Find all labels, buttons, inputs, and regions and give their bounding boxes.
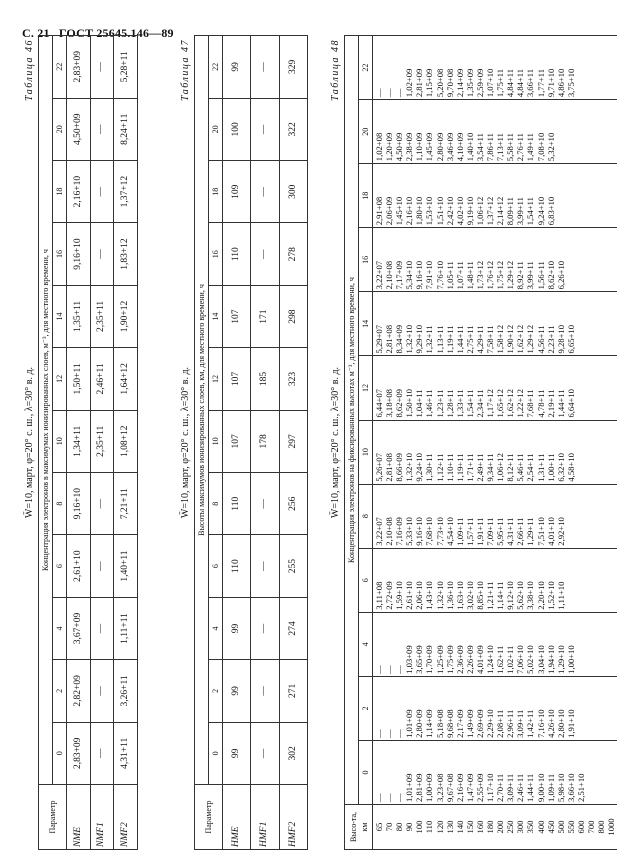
- table-cell: 99: [223, 722, 251, 784]
- table-cell: 178: [251, 410, 279, 472]
- table-cell: 1,83+12: [114, 223, 138, 285]
- table-cell: —: [251, 36, 279, 99]
- hour-header-cell: 18: [209, 161, 223, 223]
- page-number: С. 21: [22, 26, 50, 40]
- value-column: — — — 1,01+09 2,81+09 1,00+09 3,23+08 9,67+08 2,16+09 1,47+09 2,55+09 1,17+10 2,70+11 3,09+11 2,46+11 1,44+11 9,00+10 1,09+11 5,98+10 3,66+10 2,51+10: [373, 740, 617, 804]
- value-column: 5,26+07 2,81+08 8,66+09 1,32+10 9,24+10 1,30+11 1,12+11 1,10+11 1,19+11 1,71+11 2,49+11 9,34+11 1,06+12 8,12+11 5,46+11 2,54+11 1,31+11 1,00+11 6,32+10 4,58+10: [373, 420, 617, 484]
- table-46-conditions: W̄=10, март, φ=20° с. ш., λ=30° в. д.: [24, 366, 35, 519]
- table-cell: 9,16+10: [67, 223, 91, 285]
- hour-header-cell: 12: [359, 356, 373, 420]
- table-cell: 2,83+09: [67, 36, 91, 99]
- table-48-label: Таблица 48: [330, 39, 341, 101]
- hour-header-cell: 4: [209, 597, 223, 659]
- table-cell: 2,83+09: [67, 722, 91, 784]
- hour-header-cell: 18: [359, 164, 373, 228]
- table-cell: —: [90, 597, 114, 659]
- value-column: — — — 1,01+09 2,80+09 1,14+09 5,18+08 9,68+08 2,17+09 1,49+09 2,69+09 2,29+10 2,08+11 2,96+11 3,09+11 1,42+11 7,16+10 4,26+10 2,80+10 1,91+10: [373, 676, 617, 740]
- hour-header-cell: 2: [53, 660, 67, 722]
- table-cell: 271: [279, 660, 307, 722]
- param-name: HMF1: [251, 785, 279, 850]
- hour-header-cell: 6: [359, 548, 373, 612]
- table-cell: —: [251, 660, 279, 722]
- param-name: HMF2: [279, 785, 307, 850]
- table-48-subtitle: Концентрация электронов на фиксированных высотах м⁻³, для местного времени, ч: [345, 36, 359, 805]
- hour-header-cell: 10: [209, 410, 223, 472]
- hour-header-cell: 16: [209, 223, 223, 285]
- height-header: Высо-та, км: [345, 805, 373, 850]
- table-47-subtitle: Высоты максимумов ионизированных слоев, км, для местного времени, ч: [195, 36, 209, 785]
- param-name: NMF2: [114, 785, 138, 850]
- value-column: — — — 1,02+09 2,81+09 1,15+09 5,20+08 9,70+08 2,14+09 1,35+09 2,59+09 1,07+10 1,75+11 4,84+11 4,84+11 3,66+11 1,77+11 9,71+10 4,86+10 3,75+10: [373, 36, 617, 100]
- hour-header-cell: 6: [53, 535, 67, 597]
- table-cell: 322: [279, 98, 307, 160]
- table-cell: —: [90, 472, 114, 534]
- table-row: [114, 36, 138, 850]
- table-cell: —: [251, 223, 279, 285]
- table-48-body-row: [373, 36, 617, 850]
- hour-header-cell: 6: [209, 535, 223, 597]
- table-cell: 110: [223, 535, 251, 597]
- table-cell: 1,40+11: [114, 535, 138, 597]
- hour-header-cell: 16: [53, 223, 67, 285]
- table-cell: 256: [279, 473, 307, 535]
- table-cell: 8,24+11: [114, 98, 138, 160]
- table-cell: 2,46+11: [90, 348, 114, 410]
- table-47-label: Таблица 47: [180, 39, 191, 101]
- table-cell: —: [90, 223, 114, 285]
- table-cell: 1,50+11: [67, 348, 91, 410]
- table-cell: 323: [279, 348, 307, 410]
- table-cell: 185: [251, 348, 279, 410]
- hour-header-cell: 22: [53, 36, 67, 99]
- table-cell: —: [251, 722, 279, 784]
- table-cell: 4,31+11: [114, 722, 138, 784]
- table-48: [344, 35, 617, 850]
- table-48-block: [330, 35, 617, 850]
- table-46-subtitle: Концентрация электронов в максимумах ионизированных слоев, м⁻³, для местного времени, ч: [39, 36, 53, 785]
- table-row: [223, 36, 251, 850]
- table-cell: 171: [251, 285, 279, 347]
- table-cell: 9,16+10: [67, 472, 91, 534]
- hour-header-cell: 2: [359, 676, 373, 740]
- hour-header-cell: 22: [209, 36, 223, 99]
- table-47-conditions: W̄=10, март, φ=20° с. ш., λ=30° в. д.: [180, 366, 191, 519]
- table-cell: 1,34+11: [67, 410, 91, 472]
- hour-header-cell: 10: [359, 420, 373, 484]
- table-cell: 297: [279, 410, 307, 472]
- table-cell: 107: [223, 348, 251, 410]
- hour-header-cell: 12: [209, 348, 223, 410]
- standard-code: ГОСТ 25645.146—89: [58, 26, 174, 40]
- hour-header-cell: 4: [359, 612, 373, 676]
- param-name: HME: [223, 785, 251, 850]
- table-cell: 3,26+11: [114, 660, 138, 722]
- table-cell: —: [251, 597, 279, 659]
- hour-header-cell: 14: [359, 292, 373, 356]
- table-cell: 2,35+11: [90, 410, 114, 472]
- hour-header-cell: 20: [359, 100, 373, 164]
- hour-header-cell: 18: [53, 160, 67, 222]
- table-48-conditions: W̄=10, март, φ=20° с. ш., λ=30° в. д.: [330, 366, 341, 519]
- table-46-label: Таблица 46: [24, 39, 35, 101]
- table-cell: 2,61+10: [67, 535, 91, 597]
- value-column: 3,22+07 2,10+08 7,16+09 5,33+10 9,16+10 7,68+10 7,73+10 4,54+10 1,09+11 1,57+11 1,91+11 7,09+11 5,95+11 4,31+11 2,66+11 1,29+11 7,51+10 4,01+10 2,92+10: [373, 484, 617, 548]
- value-column: 3,22+07 2,10+08 7,17+09 5,34+10 9,16+10 7,91+10 7,76+10 1,05+11 1,07+11 1,48+11 1,73+12 1,76+12 1,75+12 1,29+12 8,92+11 3,99+11 1,56+11 8,62+10 6,26+10: [373, 228, 617, 292]
- table-cell: 99: [223, 36, 251, 99]
- table-cell: 99: [223, 660, 251, 722]
- table-cell: 329: [279, 36, 307, 99]
- table-cell: 7,21+11: [114, 472, 138, 534]
- table-47: [194, 35, 308, 850]
- table-cell: 1,37+12: [114, 160, 138, 222]
- hour-header-row: [53, 36, 67, 850]
- hour-header-row: [209, 36, 223, 850]
- table-cell: 99: [223, 597, 251, 659]
- hour-header-cell: 20: [53, 98, 67, 160]
- table-cell: 300: [279, 161, 307, 223]
- table-cell: —: [90, 160, 114, 222]
- table-cell: 110: [223, 473, 251, 535]
- table-46-block: [24, 35, 140, 850]
- table-cell: —: [251, 473, 279, 535]
- height-column: 65 70 80 90 100 110 120 130 140 150 160 180 200 250 300 350 400 450 500 550 600 700 800 1000: [373, 805, 617, 850]
- table-cell: 1,08+12: [114, 410, 138, 472]
- table-cell: —: [90, 98, 114, 160]
- hour-header-cell: 10: [53, 410, 67, 472]
- table-cell: 298: [279, 285, 307, 347]
- hour-header-cell: 12: [53, 348, 67, 410]
- value-column: 6,44+07 3,18+08 8,62+09 1,50+10 1,04+11 1,46+11 1,23+11 1,28+11 1,33+11 1,54+11 2,34+11 1,17+12 1,65+12 1,62+12 1,22+12 7,68+11 4,78+11 2,19+11 1,44+11 6,64+10: [373, 356, 617, 420]
- table-row: [279, 36, 307, 850]
- table-cell: 4,50+09: [67, 98, 91, 160]
- hour-header-cell: 0: [359, 740, 373, 804]
- table-cell: —: [90, 722, 114, 784]
- hour-header-cell: 14: [209, 285, 223, 347]
- hour-header-cell: 8: [359, 484, 373, 548]
- table-cell: 302: [279, 722, 307, 784]
- table-cell: —: [90, 36, 114, 99]
- hour-header-cell: 8: [53, 472, 67, 534]
- table-row: [90, 36, 114, 850]
- table-row: [251, 36, 279, 850]
- table-cell: 109: [223, 161, 251, 223]
- table-46: [38, 35, 138, 850]
- table-cell: 2,82+09: [67, 660, 91, 722]
- table-cell: 3,67+09: [67, 597, 91, 659]
- table-cell: 5,28+11: [114, 36, 138, 99]
- table-cell: 110: [223, 223, 251, 285]
- param-header: Параметр: [39, 785, 67, 850]
- table-cell: 278: [279, 223, 307, 285]
- param-name: NMF1: [90, 785, 114, 850]
- table-cell: 274: [279, 597, 307, 659]
- table-cell: 1,90+12: [114, 285, 138, 347]
- table-cell: —: [251, 535, 279, 597]
- param-header: Параметр: [195, 785, 223, 850]
- value-column: — — — 1,03+09 3,65+09 1,70+09 1,25+09 1,75+09 2,36+09 2,26+09 4,01+09 1,24+10 1,62+11 1,02+11 7,06+10 5,02+10 3,04+10 1,94+10 1,29+10 1,00+10: [373, 612, 617, 676]
- hour-header-row: [359, 36, 373, 850]
- hour-header-cell: 14: [53, 285, 67, 347]
- table-cell: —: [251, 161, 279, 223]
- hour-header-cell: 8: [209, 473, 223, 535]
- table-cell: 2,16+10: [67, 160, 91, 222]
- table-cell: —: [90, 535, 114, 597]
- table-47-block: [180, 35, 310, 850]
- hour-header-cell: 0: [209, 722, 223, 784]
- value-column: 1,02+08 1,20+09 4,50+09 2,38+09 1,10+09 1,45+09 2,80+09 3,46+09 4,10+09 1,40+10 3,54+11 7,86+11 7,13+11 5,58+11 2,76+11 1,49+11 7,08+10 5,32+10: [373, 100, 617, 164]
- table-cell: 107: [223, 410, 251, 472]
- table-cell: 100: [223, 98, 251, 160]
- hour-header-cell: 4: [53, 597, 67, 659]
- table-cell: —: [90, 660, 114, 722]
- value-column: 2,91+08 2,06+09 1,45+10 2,16+10 1,80+10 1,53+10 1,51+10 2,42+10 4,02+10 9,19+10 1,06+12 1,37+12 2,14+12 8,09+11 3,99+11 1,54+11 9,24+10 6,83+10: [373, 164, 617, 228]
- table-cell: 255: [279, 535, 307, 597]
- table-cell: 2,35+11: [90, 285, 114, 347]
- table-cell: —: [251, 98, 279, 160]
- value-column: 3,11+08 2,72+09 1,59+10 2,61+10 2,06+10 1,43+10 1,32+10 1,36+10 1,63+10 3,02+10 8,85+10 1,21+11 1,14+11 9,12+10 5,62+10 3,38+10 2,20+10 1,52+10 1,11+10: [373, 548, 617, 612]
- table-cell: 1,64+12: [114, 348, 138, 410]
- hour-header-cell: 20: [209, 98, 223, 160]
- table-cell: 1,35+11: [67, 285, 91, 347]
- table-cell: 107: [223, 285, 251, 347]
- hour-header-cell: 22: [359, 36, 373, 100]
- table-row: [67, 36, 91, 850]
- table-cell: 1,11+11: [114, 597, 138, 659]
- value-column: 5,29+07 2,81+08 8,34+09 1,32+10 9,29+10 1,32+11 1,13+11 1,19+11 1,44+11 2,75+11 4,29+11 7,58+11 1,58+12 1,90+12 1,62+12 1,29+12 4,56+11 2,23+11 9,28+10 6,65+10: [373, 292, 617, 356]
- hour-header-cell: 16: [359, 228, 373, 292]
- hour-header-cell: 2: [209, 660, 223, 722]
- hour-header-cell: 0: [53, 722, 67, 784]
- param-name: NME: [67, 785, 91, 850]
